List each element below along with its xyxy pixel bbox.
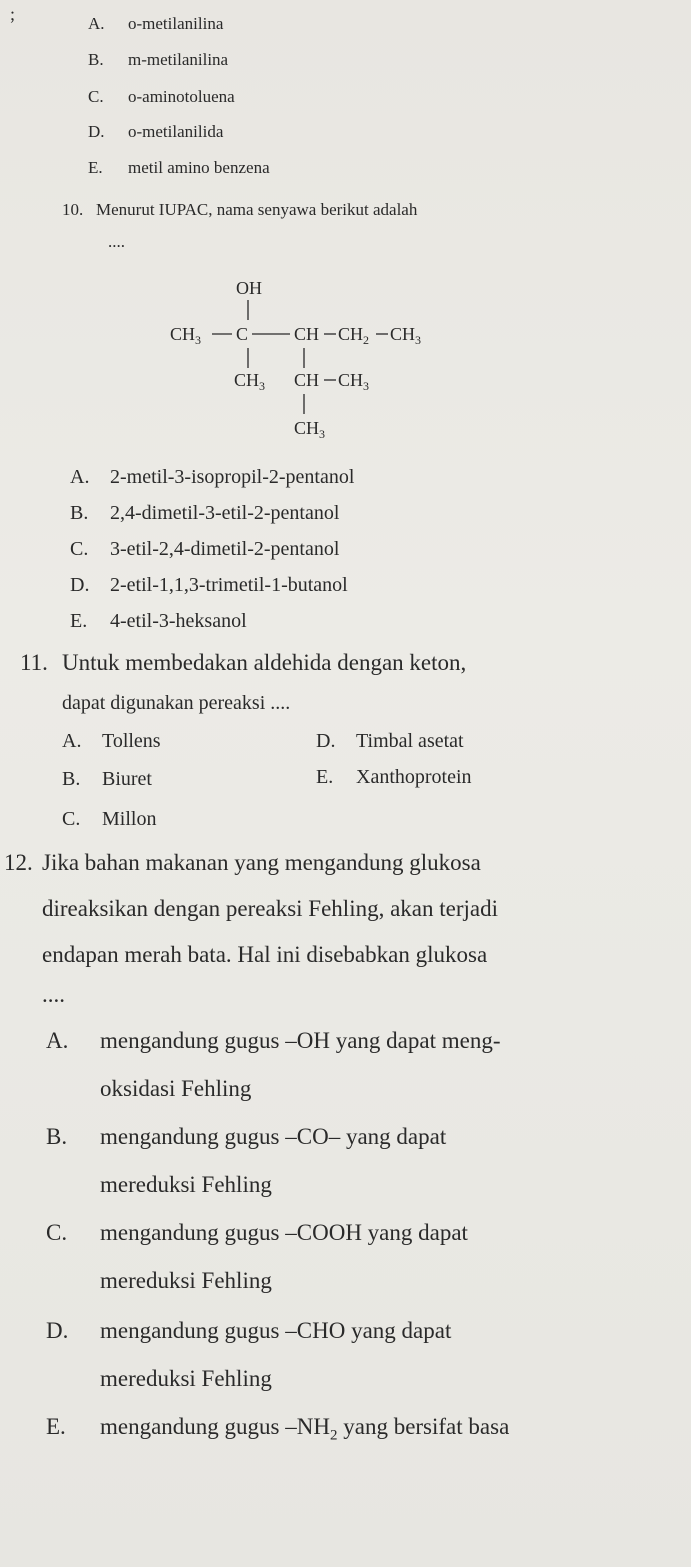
- structural-formula: [170, 268, 530, 458]
- q10-option-a[interactable]: [70, 466, 354, 489]
- option-letter: A.: [70, 466, 90, 488]
- ch-right: CH: [294, 324, 320, 344]
- option-letter: A.: [62, 730, 82, 752]
- option-text: mengandung gugus –CO– yang dapat: [100, 1124, 447, 1149]
- option-letter: A.: [88, 14, 105, 33]
- q11-option-c[interactable]: [62, 808, 156, 831]
- question-text: Menurut IUPAC, nama senyawa berikut adalah: [96, 200, 418, 219]
- option-letter: C.: [88, 87, 104, 106]
- q9-option-e[interactable]: [88, 158, 270, 178]
- q11-question-line2: dapat digunakan pereaksi ....: [62, 692, 291, 714]
- option-text: Millon: [102, 808, 157, 830]
- question-text: Untuk membedakan aldehida dengan keton,: [62, 650, 467, 675]
- option-letter: E.: [88, 158, 103, 177]
- structural-formula-svg: [170, 268, 530, 458]
- ch3-end: $CH_3$: [390, 324, 422, 347]
- option-letter: D.: [88, 122, 105, 141]
- option-text: mengandung gugus –OH yang dapat meng-: [100, 1028, 501, 1053]
- option-letter: C.: [46, 1220, 68, 1245]
- q11-option-b[interactable]: [62, 768, 152, 791]
- q9-option-a[interactable]: [88, 14, 223, 34]
- q10-ellipsis: ....: [108, 232, 125, 251]
- option-letter: D.: [316, 730, 336, 752]
- ch3-below: $CH_3$: [234, 370, 266, 393]
- ch-branch: CH: [294, 370, 320, 390]
- q10-option-b[interactable]: [70, 502, 339, 525]
- ch3-left: $CH_3$: [170, 324, 202, 347]
- q11-question-line1: [20, 650, 466, 676]
- c-center: C: [236, 324, 249, 344]
- q10-option-e[interactable]: [70, 610, 247, 633]
- option-text: o-aminotoluena: [128, 87, 235, 106]
- q12-option-a[interactable]: [46, 1028, 501, 1054]
- option-letter: B.: [62, 768, 81, 790]
- option-text: 3-etil-2,4-dimetil-2-pentanol: [110, 538, 340, 560]
- q10-option-c[interactable]: [70, 538, 339, 561]
- q10-option-d[interactable]: [70, 574, 348, 597]
- option-letter: C.: [62, 808, 81, 830]
- question-number: 10.: [62, 200, 84, 219]
- q12-option-b[interactable]: [46, 1124, 446, 1150]
- q11-option-a[interactable]: [62, 730, 161, 753]
- q12-option-b-line2: mereduksi Fehling: [100, 1172, 272, 1197]
- q12-option-d[interactable]: [46, 1318, 451, 1344]
- option-letter: A.: [46, 1028, 69, 1053]
- q11-option-d[interactable]: [316, 730, 464, 753]
- q11-option-e[interactable]: [316, 766, 472, 789]
- option-text: Timbal asetat: [356, 730, 464, 752]
- question-number: 11.: [20, 650, 48, 675]
- option-text: Tollens: [102, 730, 161, 752]
- option-text: 2-metil-3-isopropil-2-pentanol: [110, 466, 355, 488]
- option-letter: E.: [70, 610, 88, 632]
- option-letter: C.: [70, 538, 89, 560]
- question-number: 12.: [4, 850, 33, 875]
- option-letter: D.: [70, 574, 90, 596]
- q12-question-line2: direaksikan dengan pereaksi Fehling, akan terjadi: [42, 896, 499, 921]
- q12-ellipsis: ....: [42, 982, 65, 1007]
- q12-option-c[interactable]: [46, 1220, 468, 1246]
- question-text: Jika bahan makanan yang mengandung glukosa: [42, 850, 481, 875]
- q12-option-d-line2: mereduksi Fehling: [100, 1366, 272, 1391]
- stray-mark: ;: [10, 4, 16, 24]
- option-text: 4-etil-3-heksanol: [110, 610, 247, 632]
- q12-option-a-line2: oksidasi Fehling: [100, 1076, 252, 1101]
- option-letter: B.: [70, 502, 89, 524]
- option-text: mengandung gugus –COOH yang dapat: [100, 1220, 468, 1245]
- q12-option-c-line2: mereduksi Fehling: [100, 1268, 272, 1293]
- q12-option-e[interactable]: [46, 1414, 509, 1445]
- option-text: Xanthoprotein: [356, 766, 472, 788]
- option-letter: D.: [46, 1318, 69, 1343]
- option-letter: B.: [46, 1124, 68, 1149]
- q9-option-b[interactable]: [88, 50, 228, 70]
- ch3-branch: $CH_3$: [338, 370, 370, 393]
- option-text-tail: yang bersifat basa: [337, 1414, 510, 1439]
- option-text: m-metilanilina: [128, 50, 229, 69]
- option-subscript: 2: [329, 1427, 338, 1444]
- option-text: 2,4-dimetil-3-etil-2-pentanol: [110, 502, 340, 524]
- q12-question-line1: [4, 850, 481, 876]
- option-text: mengandung gugus –NH: [100, 1414, 330, 1439]
- option-text: Biuret: [102, 768, 152, 790]
- option-text: o-metilanilida: [128, 122, 224, 141]
- q9-option-d[interactable]: [88, 122, 223, 142]
- ch2: $CH_2$: [338, 324, 370, 347]
- option-letter: E.: [46, 1414, 66, 1439]
- option-letter: B.: [88, 50, 104, 69]
- option-text: 2-etil-1,1,3-trimetil-1-butanol: [110, 574, 348, 596]
- q9-option-c[interactable]: [88, 87, 235, 107]
- q10-question: [62, 200, 417, 220]
- option-text: metil amino benzena: [128, 158, 270, 177]
- option-text: mengandung gugus –CHO yang dapat: [100, 1318, 452, 1343]
- oh-group: OH: [236, 278, 262, 298]
- q12-question-line3: endapan merah bata. Hal ini disebabkan glukosa: [42, 942, 488, 967]
- option-text: o-metilanilina: [128, 14, 224, 33]
- option-letter: E.: [316, 766, 334, 788]
- ch3-bottom: $CH_3$: [294, 418, 326, 441]
